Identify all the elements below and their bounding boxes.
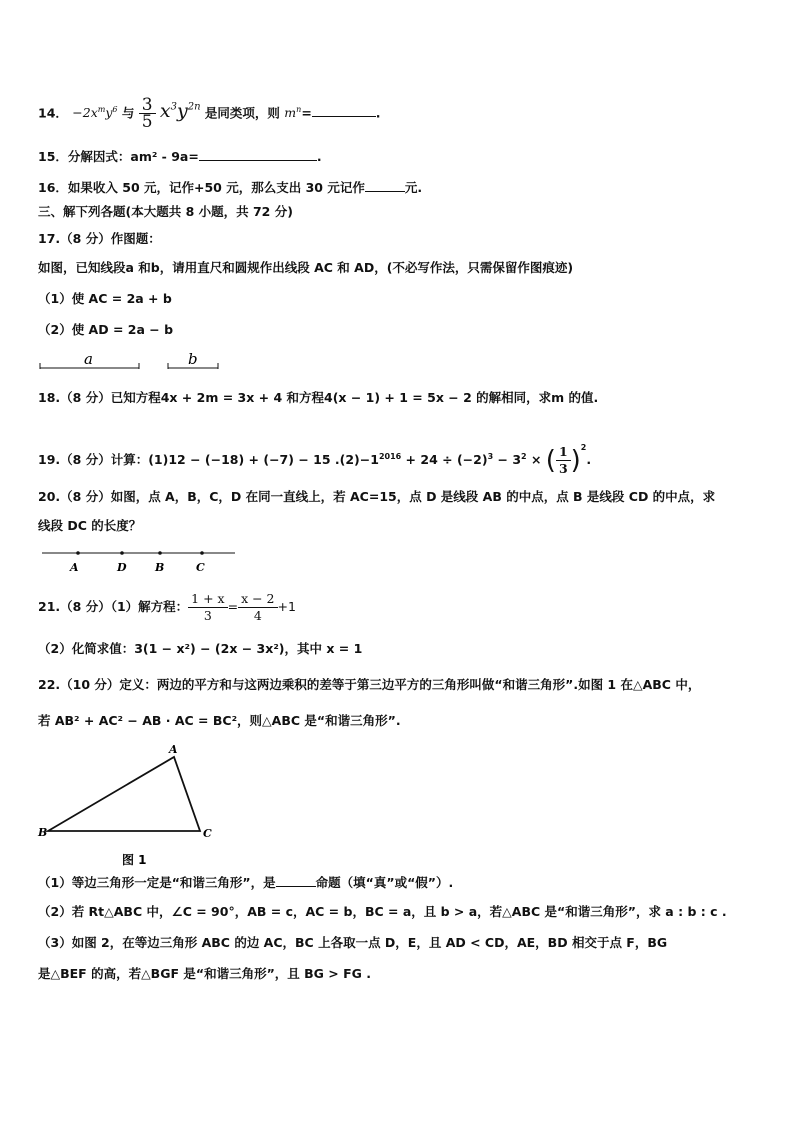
q14-term1: $-2x^my^6$ xyxy=(72,105,118,121)
q19-outer-exp: 2 xyxy=(580,443,587,452)
segment-b-label: b xyxy=(188,350,198,368)
q15-text: 15．分解因式：am² - 9a= xyxy=(38,149,199,164)
question-14 xyxy=(38,92,381,133)
q21-lead: 21.（8 分）（1）解方程： xyxy=(38,599,189,614)
q19-part4: × xyxy=(526,452,546,467)
q21-fraction-2: $\frac{x - 2}{4}$ xyxy=(238,591,277,624)
point-B-label: B xyxy=(155,561,165,574)
q14-answer-blank[interactable] xyxy=(312,102,376,117)
q17-part-1: （1）使 AC = 2a + b xyxy=(38,291,172,306)
q14-number: 14． xyxy=(38,105,68,121)
question-21-part-1 xyxy=(38,588,296,626)
q20-line-1: 20.（8 分）如图，点 A，B，C，D 在同一直线上，若 AC=15，点 D 是线段 AB 的中点，点 B 是线段 CD 的中点，求 xyxy=(38,489,716,504)
question-19 xyxy=(38,430,591,479)
point-A-label: A xyxy=(70,561,79,574)
q16-text: 16．如果收入 50 元，记作+50 元，那么支出 30 元记作 xyxy=(38,180,365,195)
q19-part1: (1)12 − (−18) + (−7) − 15 .(2)−1 xyxy=(148,452,379,467)
q21-equals: = xyxy=(227,599,239,614)
q14-end: . xyxy=(375,105,381,121)
q14-fraction: $\frac{3}{5}$ xyxy=(139,97,156,130)
q17-segments-figure xyxy=(36,348,236,374)
q22-s1-text: （1）等边三角形一定是“和谐三角形”，是 xyxy=(38,875,276,890)
vertex-A-label: A xyxy=(169,743,178,756)
point-C-label: C xyxy=(196,561,205,574)
q22-line-2: 若 AB² + AC² − AB · AC = BC²，则△ABC 是“和谐三角形”. xyxy=(38,713,401,728)
q19-part3: − 3 xyxy=(493,452,522,467)
q19-paren-right: ) xyxy=(570,445,581,476)
q19-exp-3: 3 xyxy=(487,451,494,461)
q22-subquestion-1 xyxy=(38,872,453,892)
q19-lead: 19.（8 分）计算： xyxy=(38,452,149,467)
section-3-heading: 三、解下列各题(本大题共 8 小题，共 72 分) xyxy=(38,204,293,219)
q14-equals: = xyxy=(301,105,312,121)
q15-answer-blank[interactable] xyxy=(199,146,317,161)
q19-fraction: $\frac{1}{3}$ xyxy=(556,444,571,477)
q19-paren-left: ( xyxy=(545,445,556,476)
q19-end: . xyxy=(586,452,592,467)
point-D-label: D xyxy=(117,561,127,574)
segment-a-label: a xyxy=(84,350,93,368)
q16-answer-blank[interactable] xyxy=(365,177,405,192)
q22-triangle-figure xyxy=(36,740,226,870)
q20-number-line-figure xyxy=(40,544,240,574)
q22-s1-end: 命题（填“真”或“假”）. xyxy=(315,875,454,890)
vertex-C-label: C xyxy=(203,827,212,840)
q14-with: 与 xyxy=(121,105,135,121)
question-21-part-2: （2）化简求值：3(1 − x²) − (2x − 3x²)，其中 x = 1 xyxy=(38,641,363,656)
q20-line-2: 线段 DC 的长度？ xyxy=(38,518,142,533)
question-15 xyxy=(38,146,322,166)
q19-exp-2016: 2016 xyxy=(378,451,402,461)
q21-tail: +1 xyxy=(277,599,296,614)
q16-end: 元. xyxy=(404,180,423,195)
q22-line-1: 22.（10 分）定义：两边的平方和与这两边乘积的差等于第三边平方的三角形叫做“和谐三角形”.如图 1 在△ABC 中， xyxy=(38,677,701,692)
vertex-B-label: B xyxy=(38,826,48,839)
q22-subquestion-3: （3）如图 2，在等边三角形 ABC 的边 AC，BC 上各取一点 D，E，且 AD < CD，AE，BD 相交于点 F，BG xyxy=(38,935,668,950)
q19-part2: + 24 ÷ (−2) xyxy=(401,452,488,467)
q17-instruction: 如图，已知线段a 和b，请用直尺和圆规作出线段 AC 和 AD，(不必写作法，只需保留作图痕迹) xyxy=(38,260,574,275)
q17-title: 17.（8 分）作图题： xyxy=(38,231,161,246)
q14-mn: $m^n$ xyxy=(284,105,302,121)
q15-end: . xyxy=(316,149,322,164)
q22-subquestion-2: （2）若 Rt△ABC 中，∠C = 90°，AB = c，AC = b，BC = a，且 b > a，若△ABC 是“和谐三角形”，求 a : b : c . xyxy=(38,904,727,919)
q22-s1-answer-blank[interactable] xyxy=(276,872,316,887)
q19-exp-2: 2 xyxy=(521,451,527,461)
q14-text: 是同类项，则 xyxy=(204,105,280,121)
question-16 xyxy=(38,177,422,197)
q17-part-2: （2）使 AD = 2a − b xyxy=(38,322,174,337)
q14-term2: $x^3y^{2n}$ xyxy=(159,100,201,123)
figure-1-caption: 图 1 xyxy=(122,853,147,867)
question-18: 18.（8 分）已知方程4x + 2m = 3x + 4 和方程4(x − 1) + 1 = 5x − 2 的解相同，求m 的值. xyxy=(38,390,599,405)
q21-fraction-1: $\frac{1 + x}{3}$ xyxy=(188,591,227,624)
q22-subquestion-3-cont: 是△BEF 的高，若△BGF 是“和谐三角形”，且 BG > FG . xyxy=(38,966,372,981)
